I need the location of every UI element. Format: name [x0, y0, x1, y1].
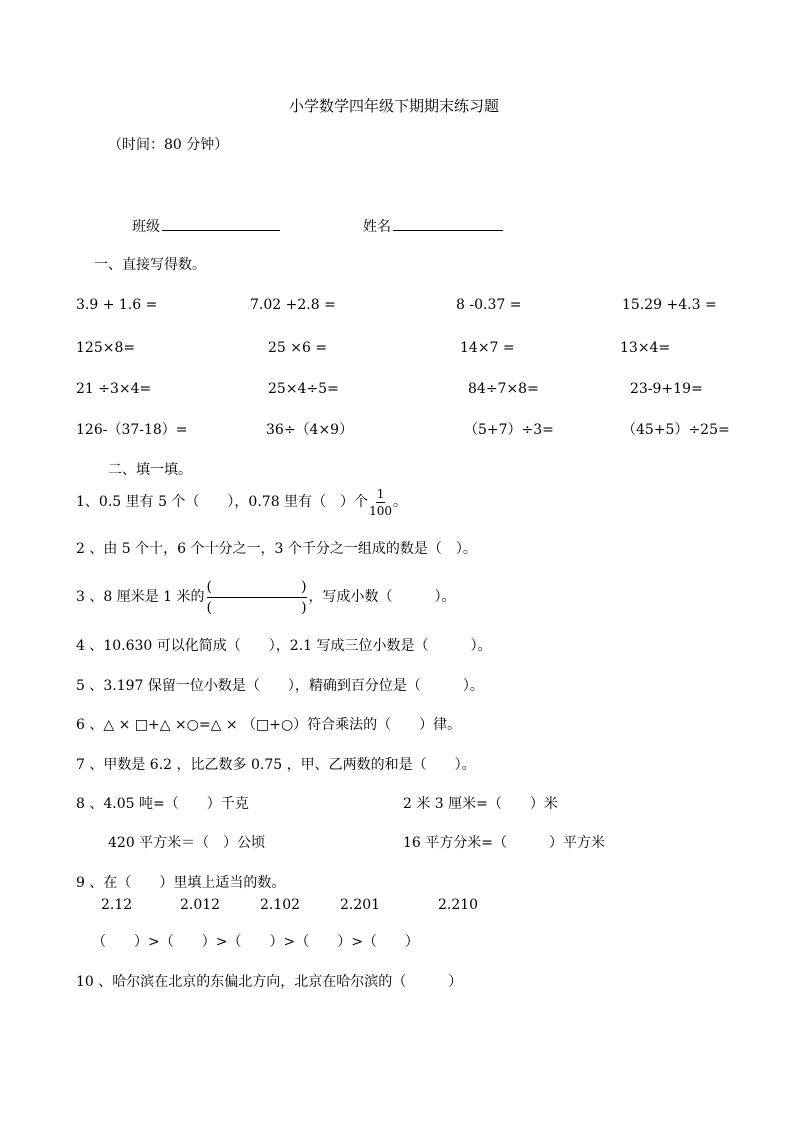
name-blank[interactable]	[393, 217, 503, 231]
question-4: 4 、10.630 可以化简成（ ），2.1 写成三位小数是（ ）。	[76, 638, 492, 654]
fraction-numerator: 1	[376, 486, 385, 501]
section1-heading: 一、直接写得数。	[94, 257, 206, 273]
calc-item: 14×7 =	[460, 340, 515, 356]
blank-denominator[interactable]	[207, 598, 307, 615]
question-3-text: 3 、8 厘米是 1 米的	[76, 589, 205, 605]
calc-item: 84÷7×8=	[468, 381, 539, 397]
calc-item: 13×4=	[620, 340, 671, 356]
number-item: 2.102	[260, 897, 301, 913]
question-10: 10 、哈尔滨在北京的东偏北方向，北京在哈尔滨的（ ）	[76, 974, 463, 990]
number-item: 2.012	[180, 897, 221, 913]
calc-item: 7.02 +2.8 =	[250, 297, 336, 313]
question-8b: 2 米 3 厘米=（ ）米	[403, 796, 558, 812]
comparison-blanks[interactable]: （ ）>（ ）>（ ）>（ ）>（ ）	[92, 934, 419, 950]
calc-item: 15.29 +4.3 =	[622, 297, 717, 313]
question-3	[76, 575, 456, 619]
question-1-text: 1、0.5 里有 5 个（ ），0.78 里有（ ）个	[76, 494, 369, 510]
paren-open: (	[206, 599, 212, 616]
calc-item: 3.9 + 1.6 =	[76, 297, 158, 313]
fraction-one-hundredth	[369, 488, 392, 517]
section2-heading: 二、填一填。	[108, 462, 192, 478]
class-label: 班级	[132, 219, 160, 235]
paren-close: )	[301, 578, 307, 595]
calc-item: （45+5）÷25=	[622, 422, 730, 438]
number-item: 2.210	[438, 897, 479, 913]
name-label: 姓名	[363, 219, 391, 235]
number-item: 2.201	[340, 897, 381, 913]
calc-item: 23-9+19=	[630, 381, 703, 397]
class-blank[interactable]	[162, 217, 280, 231]
question-2: 2 、由 5 个十，6 个十分之一，3 个千分之一组成的数是（ ）。	[76, 541, 477, 557]
question-5: 5 、3.197 保留一位小数是（ ），精确到百分位是（ ）。	[76, 678, 484, 694]
name-field[interactable]	[363, 217, 503, 234]
calc-item: 36÷（4×9）	[266, 422, 354, 438]
blank-fraction[interactable]	[207, 580, 307, 615]
number-item: 2.12	[101, 897, 133, 913]
question-8c: 420 平方米＝（ ）公顷	[108, 835, 266, 851]
paren-close: )	[301, 599, 307, 616]
time-limit: （时间：80 分钟）	[108, 137, 229, 153]
question-8a: 8 、4.05 吨=（ ）千克	[76, 796, 249, 812]
calc-item: （5+7）÷3=	[464, 422, 554, 438]
fraction-denominator: 100	[369, 503, 392, 518]
question-6: 6 、△ × □+△ ×○=△ × （□+○）符合乘法的（ ）律。	[76, 717, 462, 733]
paren-open: (	[206, 578, 212, 595]
question-3-end: ，写成小数（ ）。	[308, 589, 456, 605]
question-8d: 16 平方分米=（ ）平方米	[403, 835, 605, 851]
question-1	[76, 482, 407, 522]
calc-item: 25 ×6 =	[268, 340, 328, 356]
calc-item: 126-（37-18）=	[76, 422, 188, 438]
blank-numerator[interactable]	[207, 580, 307, 598]
calc-item: 125×8=	[76, 340, 136, 356]
question-1-end: 。	[392, 494, 407, 510]
class-field[interactable]	[132, 217, 280, 234]
question-7: 7 、甲数是 6.2 ，比乙数多 0.75 ，甲、乙两数的和是（ ）。	[76, 757, 476, 773]
calc-item: 8 -0.37 =	[456, 297, 522, 313]
calc-item: 25×4÷5=	[268, 381, 339, 397]
page-title: 小学数学四年级下期期末练习题	[289, 97, 500, 115]
question-9: 9 、在（ ）里填上适当的数。	[76, 875, 286, 891]
calc-item: 21 ÷3×4=	[76, 381, 152, 397]
